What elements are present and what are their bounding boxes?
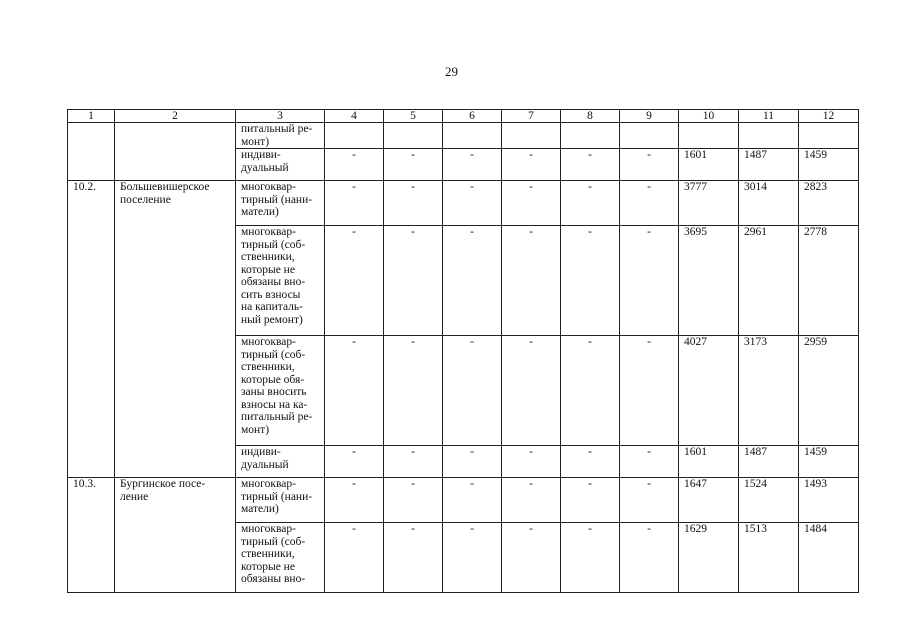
value-cell: 3014 [739,181,799,226]
dash-cell: - [502,478,561,523]
value-cell: 1493 [799,478,859,523]
page-number: 29 [445,64,458,79]
dash-cell: - [620,523,679,593]
dash-cell: - [620,181,679,226]
dash-cell: - [502,226,561,336]
value-cell: 3173 [739,336,799,446]
value-cell: 1487 [739,446,799,478]
dash-cell: - [620,446,679,478]
housing-type: многоквар- тирный (соб- ственники, которые не обязаны вно- сить взносы на капиталь- ный ремонт) [236,226,325,336]
dash-cell: - [325,336,384,446]
housing-type: многоквар- тирный (соб- ственники, которые не обязаны вно- [236,523,325,593]
tariff-table [67,109,859,593]
value-cell: 2961 [739,226,799,336]
settlement-name: Бургинское посе- ление [115,478,236,593]
column-header: 12 [799,110,859,123]
value-cell [679,123,739,149]
value-cell [799,123,859,149]
housing-type: индиви- дуальный [236,149,325,181]
header-row [68,110,859,123]
dash-cell: - [325,478,384,523]
column-header: 9 [620,110,679,123]
value-cell: 1513 [739,523,799,593]
value-cell: 1647 [679,478,739,523]
column-header: 3 [236,110,325,123]
column-header: 7 [502,110,561,123]
value-cell: 1601 [679,446,739,478]
dash-cell: - [325,523,384,593]
column-header: 4 [325,110,384,123]
dash-cell: - [561,149,620,181]
housing-type: многоквар- тирный (соб- ственники, которые обя- заны вносить взносы на ка- питальный ре- монт) [236,336,325,446]
column-header: 2 [115,110,236,123]
dash-cell [620,123,679,149]
value-cell: 4027 [679,336,739,446]
dash-cell: - [502,336,561,446]
dash-cell [443,123,502,149]
dash-cell: - [620,478,679,523]
dash-cell: - [561,446,620,478]
dash-cell: - [561,478,620,523]
dash-cell: - [443,226,502,336]
row-number: 10.2. [68,181,115,478]
dash-cell: - [384,226,443,336]
value-cell: 2778 [799,226,859,336]
dash-cell: - [443,181,502,226]
dash-cell: - [325,149,384,181]
settlement-name: Большевишерское поселение [115,181,236,478]
value-cell: 3777 [679,181,739,226]
table-row [68,123,859,149]
settlement-name [115,123,236,181]
dash-cell: - [561,181,620,226]
value-cell: 1459 [799,446,859,478]
row-number: 10.3. [68,478,115,593]
dash-cell: - [561,523,620,593]
dash-cell: - [620,226,679,336]
column-header: 10 [679,110,739,123]
dash-cell: - [384,149,443,181]
value-cell: 1524 [739,478,799,523]
value-cell: 1459 [799,149,859,181]
dash-cell: - [325,446,384,478]
dash-cell: - [443,336,502,446]
column-header: 6 [443,110,502,123]
table-body [68,123,859,593]
dash-cell: - [502,446,561,478]
value-cell: 1601 [679,149,739,181]
column-header: 5 [384,110,443,123]
dash-cell: - [384,336,443,446]
dash-cell: - [443,523,502,593]
value-cell: 1484 [799,523,859,593]
dash-cell: - [384,181,443,226]
dash-cell [384,123,443,149]
housing-type: индиви- дуальный [236,446,325,478]
dash-cell [325,123,384,149]
dash-cell: - [325,181,384,226]
dash-cell: - [561,226,620,336]
column-header: 8 [561,110,620,123]
housing-type: питальный ре- монт) [236,123,325,149]
dash-cell: - [502,149,561,181]
dash-cell: - [384,478,443,523]
housing-type: многоквар- тирный (нани- матели) [236,478,325,523]
dash-cell: - [502,181,561,226]
table-row [68,478,859,523]
dash-cell: - [384,523,443,593]
value-cell: 3695 [679,226,739,336]
dash-cell: - [443,149,502,181]
row-number [68,123,115,181]
value-cell: 1629 [679,523,739,593]
dash-cell: - [620,149,679,181]
dash-cell: - [325,226,384,336]
value-cell: 1487 [739,149,799,181]
dash-cell: - [384,446,443,478]
housing-type: многоквар- тирный (нани- матели) [236,181,325,226]
dash-cell [561,123,620,149]
column-header: 1 [68,110,115,123]
table-row [68,181,859,226]
dash-cell: - [502,523,561,593]
dash-cell: - [561,336,620,446]
value-cell: 2959 [799,336,859,446]
dash-cell: - [620,336,679,446]
dash-cell [502,123,561,149]
value-cell [739,123,799,149]
dash-cell: - [443,446,502,478]
value-cell: 2823 [799,181,859,226]
column-header: 11 [739,110,799,123]
dash-cell: - [443,478,502,523]
